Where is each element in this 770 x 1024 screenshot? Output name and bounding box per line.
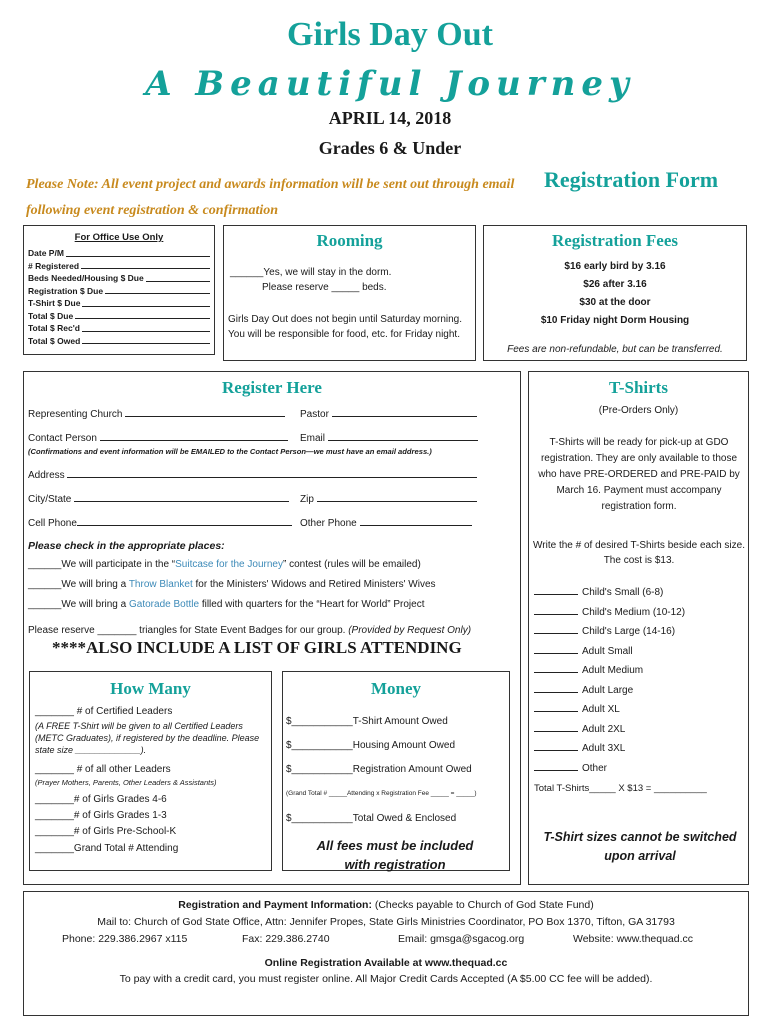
online-registration[interactable]: Online Registration Available at www.thequad.cc (264, 957, 508, 969)
tshirts-title: T-Shirts (609, 378, 668, 397)
fee-item: $16 early bird by 3.16 (564, 261, 666, 272)
tshirt-qty-line[interactable] (534, 644, 578, 654)
other-phone-field[interactable]: Other Phone (300, 516, 472, 529)
office-field[interactable] (28, 297, 214, 310)
dorm-option[interactable]: ______Yes, we will stay in the dorm. (230, 267, 392, 278)
event-title: Girls Day Out (287, 16, 493, 53)
tshirt-size-row[interactable] (534, 702, 620, 715)
email-field[interactable]: Email (300, 431, 478, 444)
rooming-box (223, 225, 476, 361)
preschool-field[interactable]: _______# of Girls Pre-School-K (35, 826, 177, 837)
event-grades: Grades 6 & Under (318, 138, 462, 158)
fees-box (483, 225, 747, 361)
grades-4-6-field[interactable]: _______# of Girls Grades 4-6 (35, 794, 167, 805)
tshirt-size-row[interactable] (534, 663, 643, 676)
fee-item: $30 at the door (579, 297, 651, 308)
tshirt-size-row[interactable] (534, 644, 633, 657)
tshirt-size-row[interactable] (534, 741, 625, 754)
office-field[interactable] (28, 322, 214, 335)
also-include: ****ALSO INCLUDE A LIST OF GIRLS ATTENDING (52, 638, 462, 657)
other-leaders-note: (Prayer Mothers, Parents, Other Leaders & Assistants) (35, 778, 217, 787)
tshirt-qty-line[interactable] (534, 585, 578, 595)
contact-field[interactable]: Contact Person (28, 431, 288, 444)
office-field-label: Total $ Owed (28, 335, 81, 346)
registration-owed-field[interactable]: $___________Registration Amount Owed (286, 764, 472, 775)
tshirt-size-label: Child's Large (14-16) (582, 626, 676, 637)
phone: Phone: 229.386.2967 x115 (62, 933, 188, 945)
rooming-title: Rooming (316, 231, 383, 250)
tshirt-size-label: Adult 2XL (582, 723, 626, 735)
tshirt-qty-line[interactable] (534, 702, 578, 712)
office-field-label: Total $ Rec'd (28, 323, 80, 333)
other-leaders-field[interactable]: _______ # of all other Leaders (35, 764, 171, 775)
tshirt-qty-line[interactable] (534, 741, 578, 751)
credit-card-note: To pay with a credit card, you must register online. All Major Credit Cards Accepted (A $5.00 CC fee will be added). (119, 973, 653, 985)
gatorade-checkbox[interactable]: ______We will bring a Gatorade Bottle filled with quarters for the “Heart for World” Project (28, 599, 425, 610)
certified-note: (A FREE T-Shirt will be given to all Certified Leaders (METC Graduates), if registered by the deadline. Please state size _____________). (35, 721, 260, 755)
tshirt-size-label: Adult Medium (582, 665, 644, 676)
fee-calc[interactable]: (Grand Total # _____Attending x Registration Fee _____ = _____) (286, 790, 477, 797)
tshirt-size-row[interactable] (534, 722, 625, 735)
tshirt-owed-field[interactable]: $___________T-Shirt Amount Owed (286, 716, 448, 727)
grand-total-field[interactable]: _______Grand Total # Attending (35, 843, 179, 854)
address-field[interactable]: Address (28, 468, 477, 481)
office-field-label: # Registered (28, 260, 80, 271)
office-field[interactable] (28, 247, 214, 260)
event-subtitle: A Beautiful Journey (145, 64, 635, 104)
confirm-note: (Confirmations and event information will be EMAILED to the Contact Person—we must have an email address.) (28, 447, 432, 456)
payment-info: Registration and Payment Information: (Checks payable to Church of God State Fund) (178, 899, 594, 911)
tshirt-size-row[interactable] (534, 683, 633, 696)
fees-note: Fees are non-refundable, but can be transferred. (507, 344, 723, 355)
office-field[interactable] (28, 335, 214, 348)
check-title: Please check in the appropriate places: (28, 540, 225, 552)
zip-field[interactable]: Zip (300, 492, 477, 505)
office-field-label: Date P/M (28, 248, 64, 258)
money-title: Money (370, 679, 422, 698)
fees-title: Registration Fees (551, 231, 679, 250)
certified-leaders-field[interactable]: _______ # of Certified Leaders (35, 706, 173, 717)
email-link[interactable]: Email: gmsga@sgacog.org (398, 933, 525, 945)
church-field[interactable]: Representing Church (28, 407, 285, 420)
office-use-fields (28, 247, 214, 347)
tshirt-write-note: Write the # of desired T-Shirts beside each size. The cost is $13. (533, 540, 745, 566)
office-use-title: For Office Use Only (74, 232, 164, 243)
email-note: Please Note: All event project and awards information will be sent out through email following event registration & confirmation (26, 177, 515, 218)
tshirt-size-row[interactable] (534, 605, 685, 618)
fee-item: $26 after 3.16 (583, 279, 647, 290)
office-use-box (23, 225, 215, 355)
cell-phone-field[interactable]: Cell Phone (28, 516, 292, 529)
badge-reserve[interactable]: Please reserve _______ triangles for State Event Badges for our group. (Provided by Request Only) (28, 625, 472, 636)
office-field-line[interactable] (66, 247, 210, 257)
grades-1-3-field[interactable]: _______# of Girls Grades 1-3 (35, 810, 167, 821)
register-title: Register Here (222, 378, 322, 397)
tshirt-size-label: Other (582, 762, 608, 774)
office-field-line[interactable] (105, 285, 210, 295)
preorder-note: (Pre-Orders Only) (598, 405, 679, 416)
tshirt-size-label: Child's Medium (10-12) (582, 606, 686, 618)
website-link[interactable]: Website: www.thequad.cc (573, 933, 694, 945)
city-field[interactable]: City/State (28, 492, 289, 505)
tshirt-size-label: Adult Large (582, 684, 634, 696)
office-field-label: Registration $ Due (28, 285, 104, 296)
tshirt-size-row[interactable] (534, 624, 675, 637)
housing-owed-field[interactable]: $___________Housing Amount Owed (286, 740, 456, 751)
office-field[interactable] (28, 260, 214, 273)
no-switch-note: T-Shirt sizes cannot be switched upon arrival (543, 830, 737, 863)
office-field-label: T-Shirt $ Due (28, 298, 81, 308)
office-field-line[interactable] (146, 272, 210, 282)
fees-list (484, 258, 746, 330)
tshirt-size-label: Child's Small (6-8) (582, 587, 664, 598)
office-field-label: Beds Needed/Housing $ Due (28, 273, 144, 283)
tshirt-qty-line[interactable] (534, 605, 578, 615)
office-field-line[interactable] (75, 310, 210, 320)
office-field-line[interactable] (82, 335, 210, 345)
tshirt-total-field[interactable]: Total T-Shirts_____ X $13 = __________ (534, 783, 707, 794)
pastor-field[interactable]: Pastor (300, 407, 477, 420)
office-field-line[interactable] (82, 297, 210, 307)
office-field-line[interactable] (82, 322, 210, 332)
total-owed-field[interactable]: $___________Total Owed & Enclosed (286, 813, 457, 824)
office-field-line[interactable] (81, 260, 210, 270)
office-field[interactable] (28, 272, 214, 285)
office-field-label: Total $ Due (28, 310, 74, 321)
form-title: Registration Form (544, 167, 719, 192)
tshirt-size-label: Adult XL (582, 704, 620, 715)
event-date: APRIL 14, 2018 (328, 108, 452, 128)
fees-included-note: All fees must be included with registration (316, 838, 474, 872)
tshirt-size-label: Adult 3XL (582, 743, 626, 754)
mail-address: Mail to: Church of God State Office, Attn: Jennifer Propes, State Girls Ministries Coordinator, PO Box 1370, Tifton, GA 31793 (97, 916, 675, 928)
tshirt-info: T-Shirts will be ready for pick-up at GDO registration. They are only available to those who have PRE-ORDERED and PRE-PAID by March 16. Payment must accompany registration form. (538, 437, 740, 512)
rooming-note: Girls Day Out does not begin until Saturday morning. You will be responsible for food, etc. for Friday night. (228, 314, 463, 340)
office-field[interactable] (28, 285, 214, 298)
how-many-title: How Many (110, 679, 191, 698)
office-field[interactable] (28, 310, 214, 323)
tshirt-qty-line[interactable] (534, 761, 578, 771)
beds-reserve[interactable]: Please reserve _____ beds. (262, 282, 387, 293)
tshirt-size-row[interactable] (534, 761, 607, 774)
suitcase-checkbox[interactable]: ______We will participate in the “Suitcase for the Journey” contest (rules will be emailed) (28, 559, 421, 570)
fax: Fax: 229.386.2740 (242, 933, 330, 945)
tshirt-size-label: Adult Small (582, 645, 633, 657)
blanket-checkbox[interactable]: ______We will bring a Throw Blanket for the Ministers' Widows and Retired Ministers' Wives (28, 579, 436, 590)
tshirt-size-row[interactable] (534, 585, 663, 598)
fee-item: $10 Friday night Dorm Housing (540, 315, 690, 326)
tshirt-qty-line[interactable] (534, 663, 578, 673)
tshirt-qty-line[interactable] (534, 624, 578, 634)
tshirt-qty-line[interactable] (534, 683, 578, 693)
tshirt-qty-line[interactable] (534, 722, 578, 732)
